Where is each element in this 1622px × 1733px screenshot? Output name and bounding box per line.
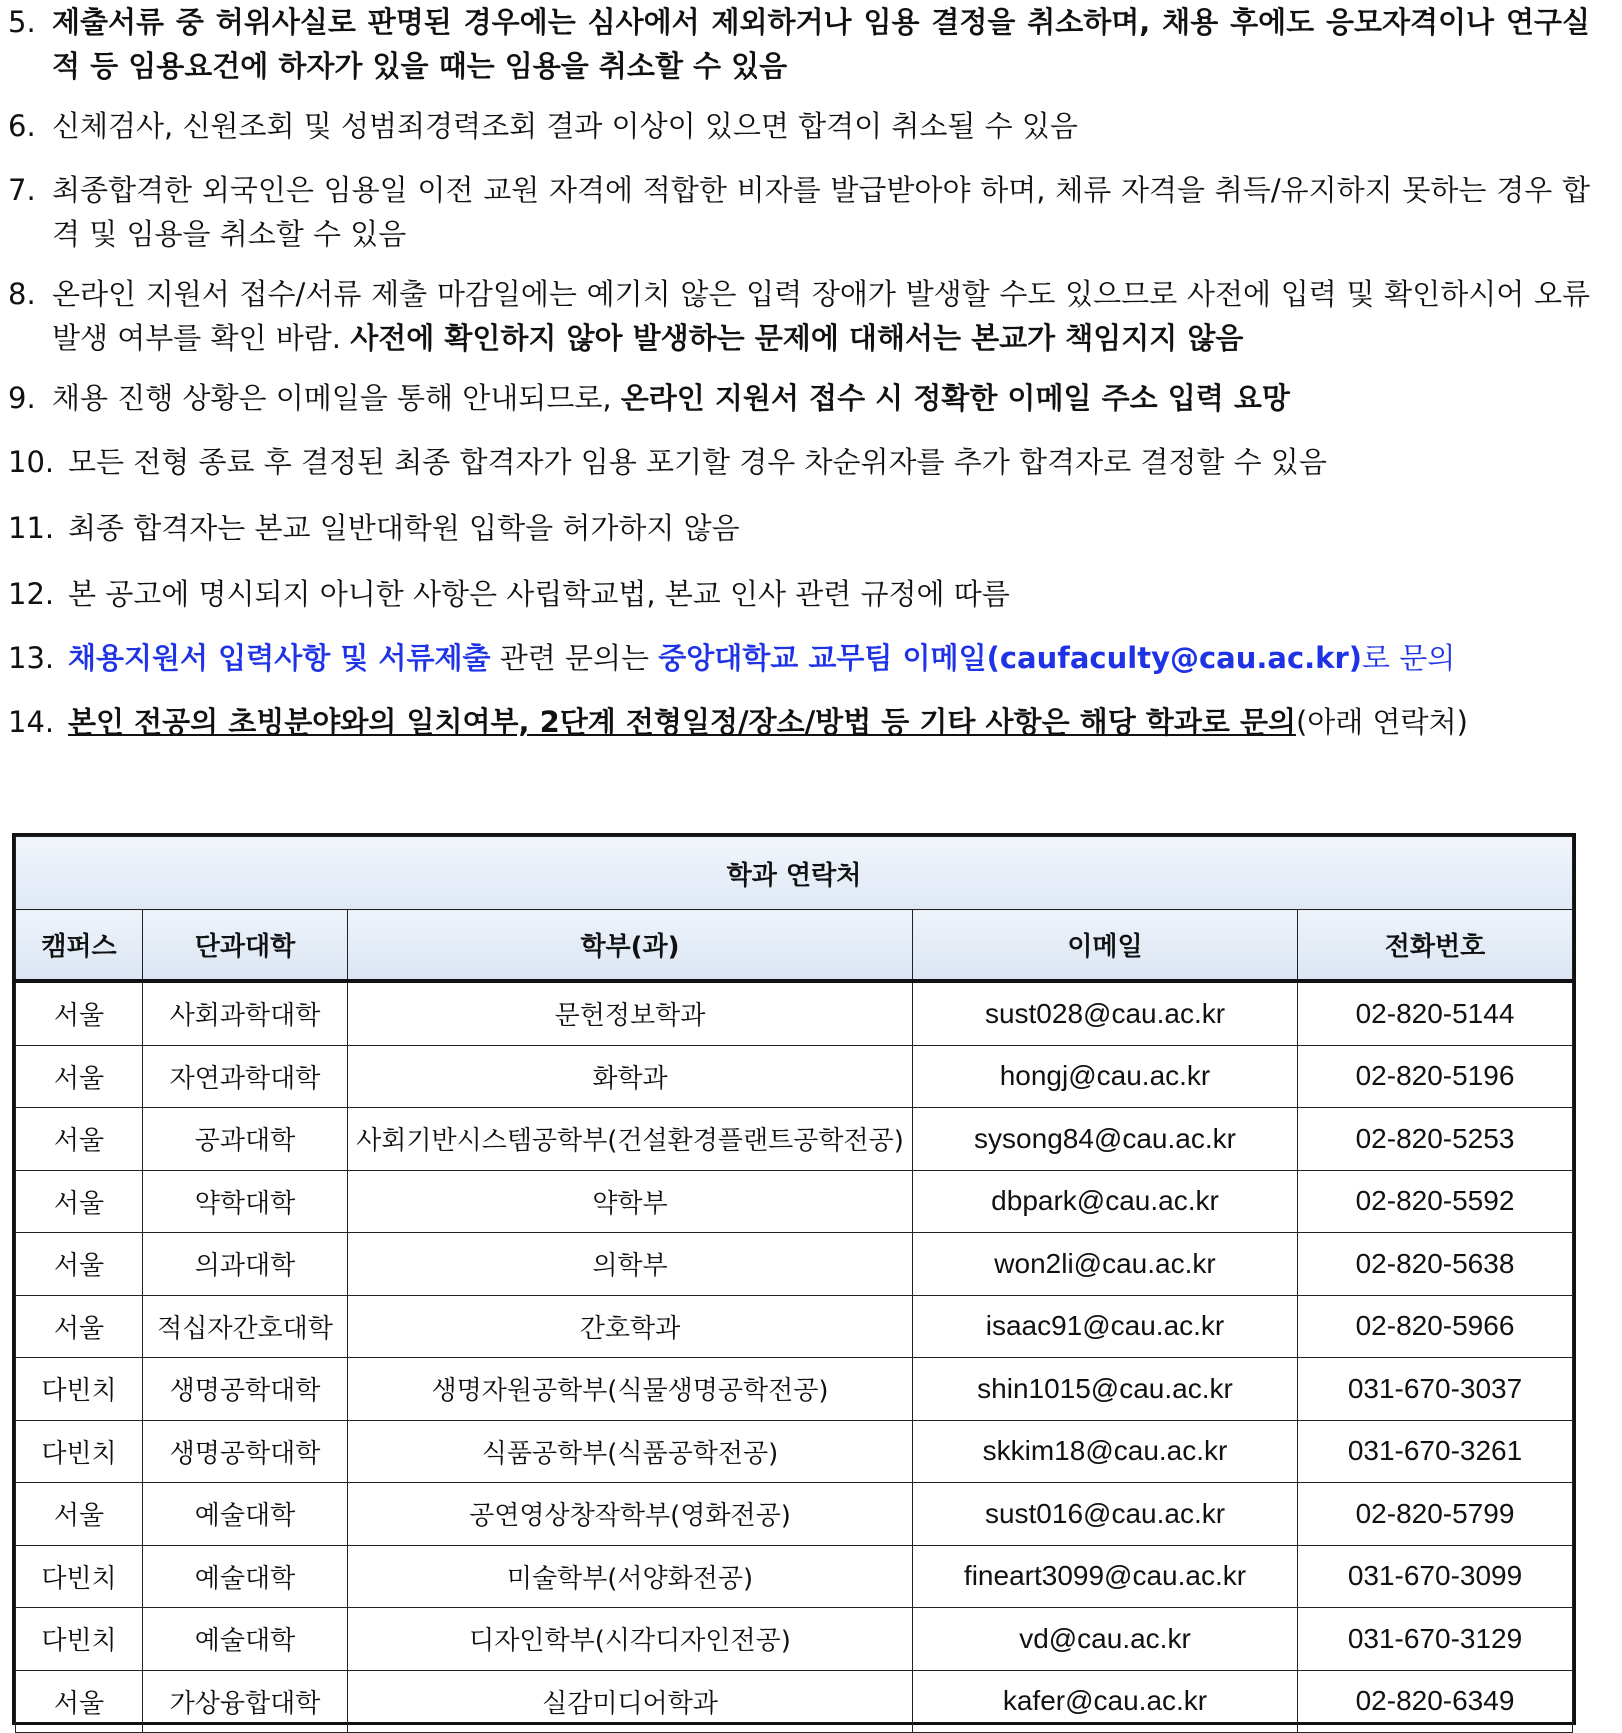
notice-text-part: 제출서류 중 허위사실로 판명된 경우에는 심사에서 제외하거나 임용 결정을 취소하며, 채용 후에도 응모자격이나 연구실적 등 임용요건에 하자가 있을 때는 임용을 취소할 수 있음	[52, 5, 1590, 83]
department-cell: 실감미디어학과	[348, 1670, 913, 1733]
campus-cell: 서울	[16, 1045, 143, 1108]
header-phone: 전화번호	[1298, 910, 1573, 982]
college-cell: 자연과학대학	[143, 1045, 348, 1108]
table-row	[16, 1295, 1573, 1358]
campus-cell: 다빈치	[16, 1420, 143, 1483]
notice-text-part: 사전에 확인하지 않아 발생하는 문제에 대해서는 본교가 책임지지 않음	[350, 321, 1244, 355]
table-row	[16, 1483, 1573, 1546]
notice-text	[68, 572, 1590, 616]
email-cell: kafer@cau.ac.kr	[913, 1670, 1298, 1733]
campus-cell: 서울	[16, 1170, 143, 1233]
notice-text	[52, 168, 1590, 256]
college-cell: 약학대학	[143, 1170, 348, 1233]
notice-text-part: 로 문의	[1362, 641, 1456, 675]
notice-text	[52, 104, 1590, 148]
email-cell: isaac91@cau.ac.kr	[913, 1295, 1298, 1358]
notice-text	[68, 700, 1590, 744]
department-cell: 공연영상창작학부(영화전공)	[348, 1483, 913, 1546]
campus-cell: 서울	[16, 981, 143, 1045]
notice-number: 13.	[8, 641, 55, 675]
phone-cell: 031-670-3129	[1298, 1608, 1573, 1671]
email-cell: won2li@cau.ac.kr	[913, 1233, 1298, 1296]
notice-number: 5.	[8, 5, 36, 39]
college-cell: 의과대학	[143, 1233, 348, 1296]
notice-text-part: 최종합격한 외국인은 임용일 이전 교원 자격에 적합한 비자를 발급받아야 하며, 체류 자격을 취득/유지하지 못하는 경우 합격 및 임용을 취소할 수 있음	[52, 173, 1590, 251]
phone-cell: 031-670-3261	[1298, 1420, 1573, 1483]
department-cell: 화학과	[348, 1045, 913, 1108]
phone-cell: 02-820-6349	[1298, 1670, 1573, 1733]
header-department: 학부(과)	[348, 910, 913, 982]
notice-text-part: 중앙대학교 교무팀 이메일(caufaculty@cau.ac.kr)	[658, 641, 1363, 675]
department-cell: 식품공학부(식품공학전공)	[348, 1420, 913, 1483]
table-row	[16, 1670, 1573, 1733]
college-cell: 예술대학	[143, 1545, 348, 1608]
table-row	[16, 1358, 1573, 1421]
table-row	[16, 1545, 1573, 1608]
notice-number: 10.	[8, 445, 55, 479]
notice-text-part: 신체검사, 신원조회 및 성범죄경력조회 결과 이상이 있으면 합격이 취소될 수 있음	[52, 109, 1078, 143]
email-cell: dbpark@cau.ac.kr	[913, 1170, 1298, 1233]
email-cell: shin1015@cau.ac.kr	[913, 1358, 1298, 1421]
college-cell: 예술대학	[143, 1608, 348, 1671]
notice-text-part: 모든 전형 종료 후 결정된 최종 합격자가 임용 포기할 경우 차순위자를 추가 합격자로 결정할 수 있음	[68, 445, 1327, 479]
phone-cell: 02-820-5638	[1298, 1233, 1573, 1296]
table-title: 학과 연락처	[16, 837, 1573, 910]
department-cell: 사회기반시스템공학부(건설환경플랜트공학전공)	[348, 1108, 913, 1171]
college-cell: 사회과학대학	[143, 981, 348, 1045]
email-cell: sust028@cau.ac.kr	[913, 981, 1298, 1045]
phone-cell: 02-820-5144	[1298, 981, 1573, 1045]
phone-cell: 02-820-5966	[1298, 1295, 1573, 1358]
notice-text	[68, 636, 1590, 680]
notice-text	[52, 0, 1590, 88]
table-row	[16, 1608, 1573, 1671]
notice-text-part: 채용지원서 입력사항 및 서류제출	[68, 641, 491, 675]
header-campus: 캠퍼스	[16, 910, 143, 982]
notice-text-part: 본 공고에 명시되지 아니한 사항은 사립학교법, 본교 인사 관련 규정에 따름	[68, 577, 1010, 611]
notice-text-part: 관련 문의는	[490, 641, 659, 675]
table-row	[16, 1045, 1573, 1108]
table-row	[16, 981, 1573, 1045]
notice-text-part: (아래 연락처)	[1295, 705, 1468, 739]
notice-text	[52, 376, 1590, 420]
phone-cell: 031-670-3037	[1298, 1358, 1573, 1421]
email-cell: skkim18@cau.ac.kr	[913, 1420, 1298, 1483]
notice-number: 7.	[8, 173, 36, 207]
college-cell: 예술대학	[143, 1483, 348, 1546]
contact-table	[15, 836, 1573, 1733]
department-cell: 디자인학부(시각디자인전공)	[348, 1608, 913, 1671]
notice-text	[68, 440, 1590, 484]
email-cell: fineart3099@cau.ac.kr	[913, 1545, 1298, 1608]
department-cell: 미술학부(서양화전공)	[348, 1545, 913, 1608]
notice-text	[52, 272, 1590, 360]
notice-number: 12.	[8, 577, 55, 611]
notice-number: 9.	[8, 381, 36, 415]
table-row	[16, 1420, 1573, 1483]
notice-text-part: 온라인 지원서 접수/서류 제출 마감일에는 예기치 않은 입력 장애가 발생할 수도 있으므로 사전에 입력 및 확인하시어 오류발생 여부를 확인 바람.	[52, 277, 1590, 355]
department-cell: 의학부	[348, 1233, 913, 1296]
campus-cell: 서울	[16, 1295, 143, 1358]
phone-cell: 031-670-3099	[1298, 1545, 1573, 1608]
campus-cell: 다빈치	[16, 1608, 143, 1671]
campus-cell: 다빈치	[16, 1358, 143, 1421]
notice-text-part: 본인 전공의 초빙분야와의 일치여부, 2단계 전형일정/장소/방법 등 기타 사항은 해당 학과로 문의	[68, 705, 1296, 739]
notice-number: 8.	[8, 277, 36, 311]
phone-cell: 02-820-5592	[1298, 1170, 1573, 1233]
notice-text-part: 온라인 지원서 접수 시 정확한 이메일 주소 입력 요망	[620, 381, 1290, 415]
campus-cell: 서울	[16, 1483, 143, 1546]
notice-text-part: 채용 진행 상황은 이메일을 통해 안내되므로,	[52, 381, 621, 415]
department-cell: 생명자원공학부(식물생명공학전공)	[348, 1358, 913, 1421]
email-cell: sysong84@cau.ac.kr	[913, 1108, 1298, 1171]
table-row	[16, 1108, 1573, 1171]
notice-text-part: 최종 합격자는 본교 일반대학원 입학을 허가하지 않음	[68, 511, 740, 545]
table-row	[16, 1233, 1573, 1296]
phone-cell: 02-820-5799	[1298, 1483, 1573, 1546]
email-cell: sust016@cau.ac.kr	[913, 1483, 1298, 1546]
phone-cell: 02-820-5253	[1298, 1108, 1573, 1171]
campus-cell: 다빈치	[16, 1545, 143, 1608]
department-cell: 간호학과	[348, 1295, 913, 1358]
college-cell: 생명공학대학	[143, 1358, 348, 1421]
college-cell: 가상융합대학	[143, 1670, 348, 1733]
college-cell: 공과대학	[143, 1108, 348, 1171]
phone-cell: 02-820-5196	[1298, 1045, 1573, 1108]
notice-number: 11.	[8, 511, 55, 545]
college-cell: 생명공학대학	[143, 1420, 348, 1483]
department-cell: 문헌정보학과	[348, 981, 913, 1045]
campus-cell: 서울	[16, 1108, 143, 1171]
notice-text	[68, 506, 1590, 550]
header-email: 이메일	[913, 910, 1298, 982]
email-cell: vd@cau.ac.kr	[913, 1608, 1298, 1671]
campus-cell: 서울	[16, 1233, 143, 1296]
college-cell: 적십자간호대학	[143, 1295, 348, 1358]
department-cell: 약학부	[348, 1170, 913, 1233]
table-row	[16, 1170, 1573, 1233]
contact-table-box	[12, 833, 1576, 1725]
notice-number: 6.	[8, 109, 36, 143]
header-college: 단과대학	[143, 910, 348, 982]
campus-cell: 서울	[16, 1670, 143, 1733]
email-cell: hongj@cau.ac.kr	[913, 1045, 1298, 1108]
notice-number: 14.	[8, 705, 55, 739]
